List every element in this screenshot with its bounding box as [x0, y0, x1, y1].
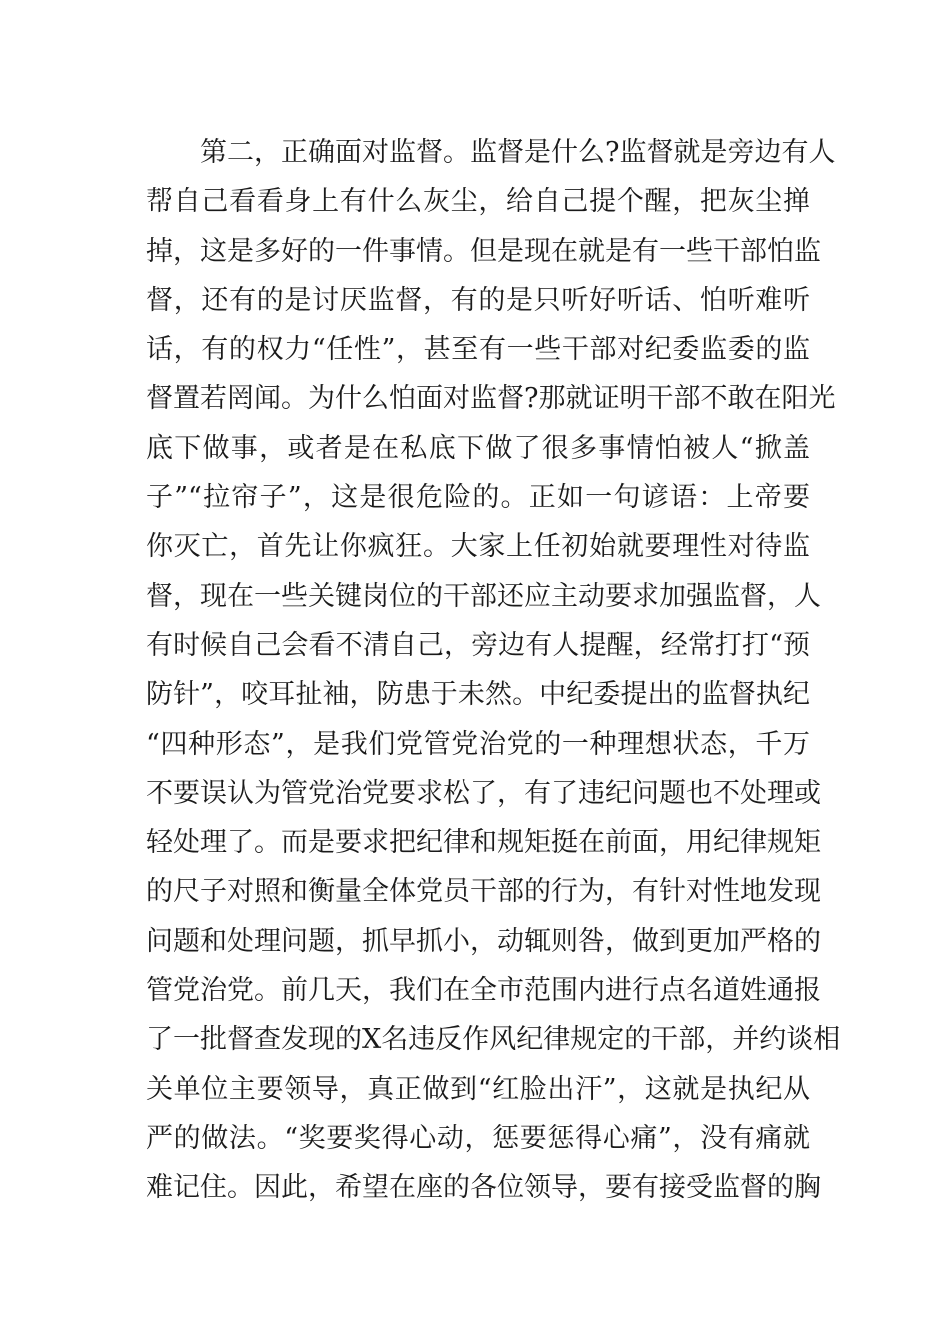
paragraph-line: 督，现在一些关键岗位的干部还应主动要求加强监督，人 — [146, 580, 821, 612]
paragraph-line: “四种形态”，是我们党管党治党的一种理想状态，千万 — [146, 728, 810, 760]
paragraph-line: 督置若罔闻。为什么怕面对监督?那就证明干部不敢在阳光 — [146, 383, 836, 415]
paragraph-line: 有时候自己会看不清自己，旁边有人提醒，经常打打“预 — [146, 629, 810, 661]
paragraph-line: 管党治党。前几天，我们在全市范围内进行点名道姓通报 — [146, 975, 821, 1007]
paragraph-line: 问题和处理问题，抓早抓小，动辄则咎，做到更加严格的 — [146, 925, 821, 957]
body-paragraph — [146, 128, 841, 1213]
paragraph-line: 帮自己看看身上有什么灰尘，给自己提个醒，把灰尘掸 — [146, 186, 810, 218]
paragraph-line: 督，还有的是讨厌监督，有的是只听好听话、怕听难听 — [146, 284, 810, 316]
paragraph-line: 第二，正确面对监督。监督是什么?监督就是旁边有人 — [200, 137, 836, 168]
paragraph-line: 不要误认为管党治党要求松了，有了违纪问题也不处理或 — [146, 777, 821, 809]
paragraph-line: 难记住。因此，希望在座的各位领导，要有接受监督的胸 — [146, 1172, 821, 1204]
paragraph-line: 关单位主要领导，真正做到“红脸出汗”，这就是执纪从 — [146, 1073, 810, 1105]
paragraph-line: 子”“拉帘子”，这是很危险的。正如一句谚语：上帝要 — [146, 482, 810, 514]
paragraph-line: 轻处理了。而是要求把纪律和规矩挺在前面，用纪律规矩 — [146, 827, 821, 859]
paragraph-line: 的尺子对照和衡量全体党员干部的行为，有针对性地发现 — [146, 876, 821, 908]
paragraph-line: 话，有的权力“任性”，甚至有一些干部对纪委监委的监 — [146, 334, 810, 366]
paragraph-line: 你灭亡，首先让你疯狂。大家上任初始就要理性对待监 — [146, 531, 810, 563]
paragraph-line: 防针”，咬耳扯袖，防患于未然。中纪委提出的监督执纪 — [146, 679, 810, 711]
paragraph-line: 底下做事，或者是在私底下做了很多事情怕被人“掀盖 — [146, 432, 810, 464]
paragraph-line: 掉，这是多好的一件事情。但是现在就是有一些干部怕监 — [146, 235, 821, 267]
paragraph-line: 严的做法。“奖要奖得心动，惩要惩得心痛”，没有痛就 — [146, 1122, 810, 1154]
paragraph-line: 了一批督查发现的X名违反作风纪律规定的干部，并约谈相 — [146, 1024, 841, 1056]
